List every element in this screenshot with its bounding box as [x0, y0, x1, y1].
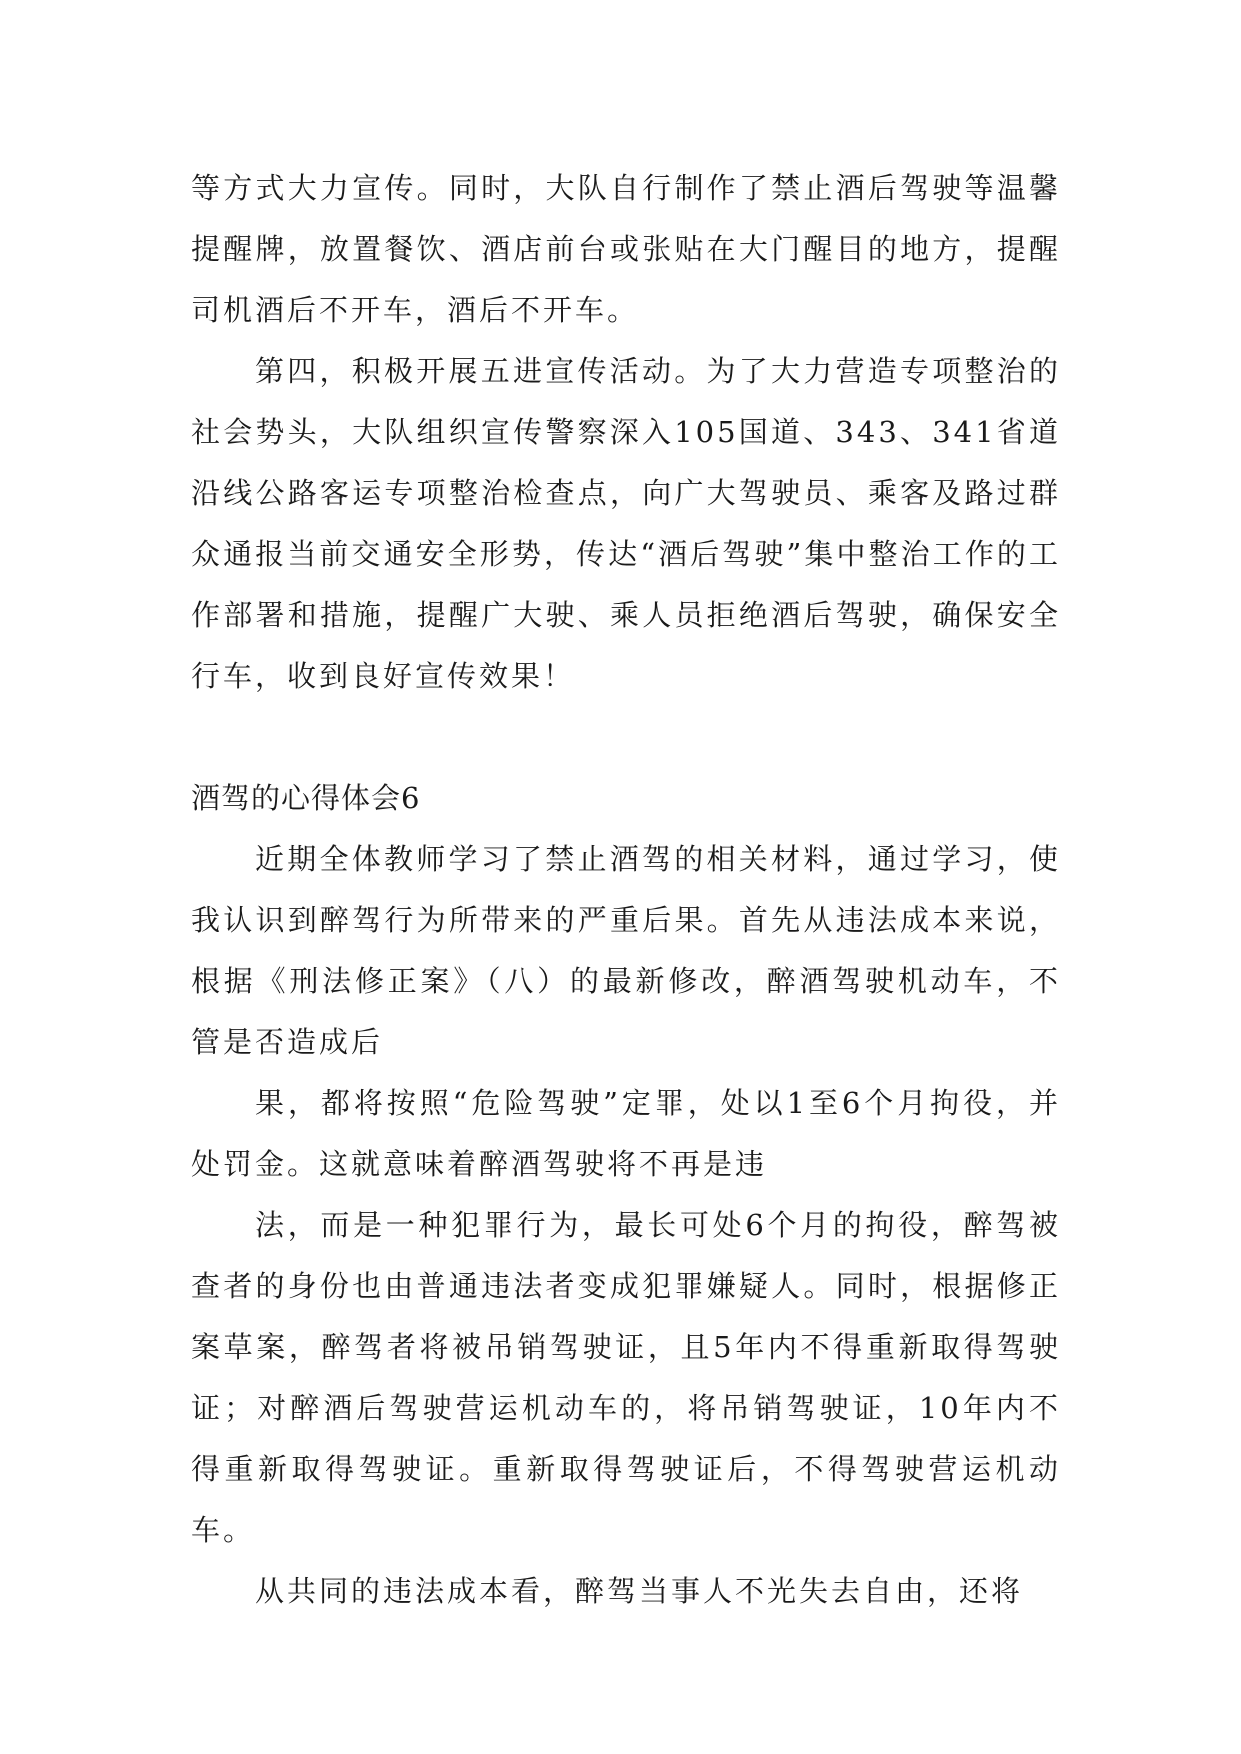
section-spacer [191, 707, 1061, 768]
body-paragraph: 果，都将按照“危险驾驶”定罪，处以1至6个月拘役，并处罚金。这就意味着醉酒驾驶将不再是违 [191, 1086, 1061, 1181]
document-body [191, 158, 1061, 1622]
section-title: 酒驾的心得体会6 [191, 781, 421, 815]
body-paragraph: 第四，积极开展五进宣传活动。为了大力营造专项整治的社会势头，大队组织宣传警察深入105国道、343、341省道沿线公路客运专项整治检查点，向广大驾驶员、乘客及路过群众通报当前交通安全形势，传达“酒后驾驶”集中整治工作的工作部署和措施，提醒广大驶、乘人员拒绝酒后驾驶，确保安全行车，收到良好宣传效果！ [191, 354, 1061, 693]
body-paragraph: 从共同的违法成本看，醉驾当事人不光失去自由，还将 [255, 1574, 1024, 1608]
body-paragraph: 等方式大力宣传。同时，大队自行制作了禁止酒后驾驶等温馨提醒牌，放置餐饮、酒店前台或张贴在大门醒目的地方，提醒司机酒后不开车，酒后不开车。 [191, 171, 1061, 327]
body-paragraph: 近期全体教师学习了禁止酒驾的相关材料，通过学习，使我认识到醉驾行为所带来的严重后果。首先从违法成本来说，根据《刑法修正案》（八）的最新修改，醉酒驾驶机动车，不管是否造成后 [191, 842, 1061, 1059]
body-paragraph: 法，而是一种犯罪行为，最长可处6个月的拘役，醉驾被查者的身份也由普通违法者变成犯罪嫌疑人。同时，根据修正案草案，醉驾者将被吊销驾驶证，且5年内不得重新取得驾驶证；对醉酒后驾驶营运机动车的，将吊销驾驶证，10年内不得重新取得驾驶证。重新取得驾驶证后，不得驾驶营运机动车。 [191, 1208, 1061, 1547]
